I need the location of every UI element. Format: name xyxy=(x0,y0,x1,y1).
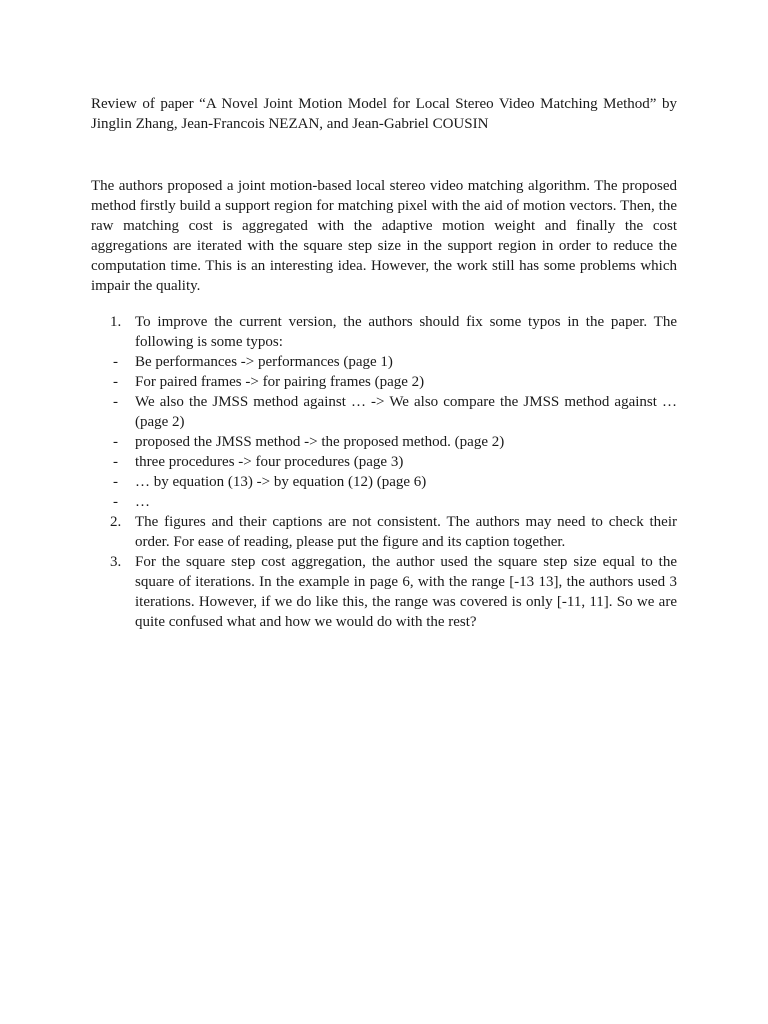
list-item-text: To improve the current version, the authors should fix some typos in the paper. The following is some typos: xyxy=(135,314,677,350)
list-item xyxy=(91,352,677,372)
list-marker: - xyxy=(113,394,118,410)
list-marker: - xyxy=(113,354,118,370)
list-item-text: We also the JMSS method against … -> We also compare the JMSS method against … (page 2) xyxy=(135,394,677,430)
list-item xyxy=(91,372,677,392)
list-item xyxy=(91,452,677,472)
list-item-text: three procedures -> four procedures (page 3) xyxy=(135,454,404,470)
comments-list xyxy=(91,312,677,632)
list-item-text: proposed the JMSS method -> the proposed method. (page 2) xyxy=(135,434,505,450)
list-item xyxy=(91,472,677,492)
list-item-text: For paired frames -> for pairing frames (page 2) xyxy=(135,374,425,390)
list-marker: - xyxy=(113,374,118,390)
review-title: Review of paper “A Novel Joint Motion Model for Local Stereo Video Matching Method” by Jinglin Zhang, Jean-Francois NEZAN, and Jean-Gabriel COUSIN xyxy=(91,96,677,132)
list-item-text: The figures and their captions are not consistent. The authors may need to check their order. For ease of reading, please put the figure and its caption together. xyxy=(135,514,677,550)
list-item xyxy=(91,432,677,452)
list-item-text: … by equation (13) -> by equation (12) (page 6) xyxy=(135,474,427,490)
list-marker: - xyxy=(113,474,118,490)
list-item xyxy=(91,392,677,432)
list-item xyxy=(91,312,677,352)
list-item-text: … xyxy=(135,494,150,510)
list-marker: 3. xyxy=(110,554,122,570)
list-marker: - xyxy=(113,494,118,510)
list-item-text: For the square step cost aggregation, the author used the square step size equal to the square of iterations. In the example in page 6, with the range [-13 13], the authors used 3 iterations. However, if we do like this, the range was covered is only [-11, 11]. So we are quite confused what and how we would do with the rest? xyxy=(135,554,677,630)
list-marker: 2. xyxy=(110,514,122,530)
list-marker: - xyxy=(113,454,118,470)
intro-paragraph: The authors proposed a joint motion-based local stereo video matching algorithm. The proposed method firstly build a support region for matching pixel with the aid of motion vectors. Then, the raw matching cost is aggregated with the adaptive motion weight and finally the cost aggregations are iterated with the square step size in the support region in order to reduce the computation time. This is an interesting idea. However, the work still has some problems which impair the quality. xyxy=(91,178,677,294)
list-item xyxy=(91,552,677,632)
list-item-text: Be performances -> performances (page 1) xyxy=(135,354,393,370)
list-marker: 1. xyxy=(110,314,122,330)
list-item xyxy=(91,492,677,512)
list-marker: - xyxy=(113,434,118,450)
list-item xyxy=(91,512,677,552)
